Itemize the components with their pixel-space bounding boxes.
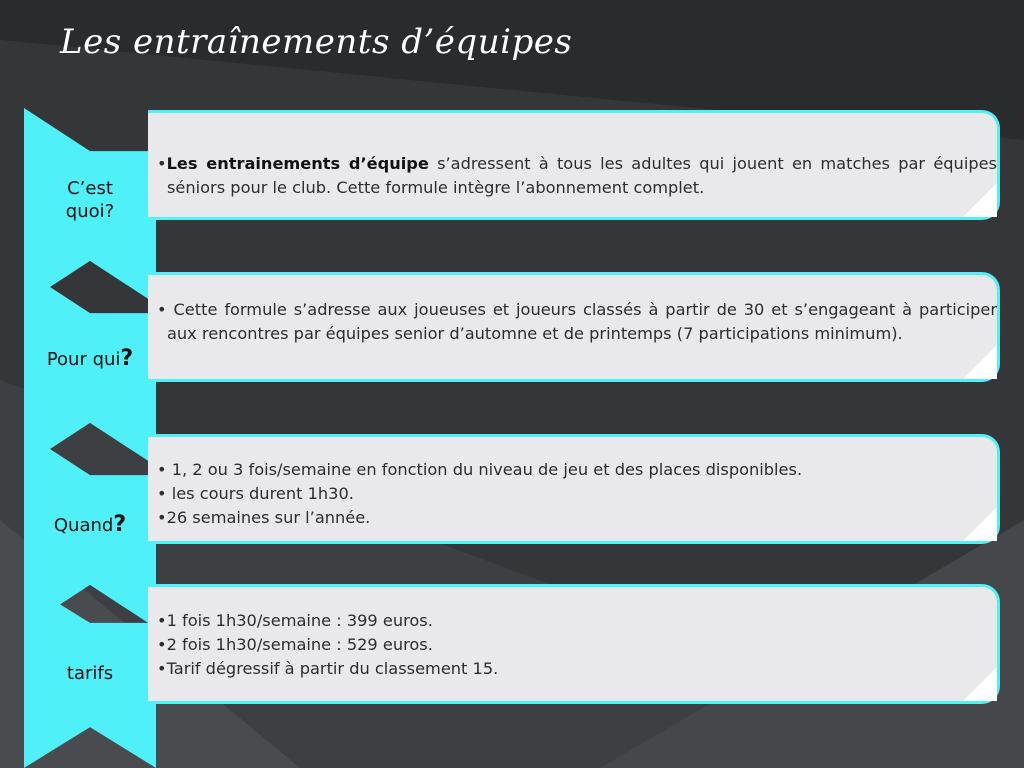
bullet-text: s’adressent à tous les adultes qui jouent en matches par équipes séniors pour le club. Cette formule intègre l’abonnement complet. xyxy=(167,154,997,197)
row-label-text: Quand xyxy=(53,515,114,536)
corner-decoration xyxy=(963,667,997,701)
question-mark: ? xyxy=(120,346,134,371)
bullet-item: •Tarif dégressif à partir du classement 15. xyxy=(157,659,499,678)
bullet-item: •Les entrainements d’équipe s’adressent à tous les adultes qui jouent en matches par équipes séniors pour le club. Cette formule intègre l’abonnement complet. xyxy=(157,154,997,197)
bold-term: Les entrainements d’équipe xyxy=(166,154,429,173)
bullet-text: Tarif dégressif à partir du classement 15. xyxy=(166,659,499,678)
row-label-quoi xyxy=(24,177,156,223)
bullet-text: Cette formule s’adresse aux joueuses et joueurs classés à partir de 30 et s’engageant à participer aux rencontres par équipes senior d’automne et de printemps (7 participations minimum). xyxy=(167,300,997,343)
row-card-quoi xyxy=(148,110,1000,220)
row-label-tarifs xyxy=(24,662,156,685)
row-card-tarifs xyxy=(148,584,1000,704)
bullet-item: •1 fois 1h30/semaine : 399 euros. xyxy=(157,611,433,630)
slide-title: Les entraînements d’équipes xyxy=(60,22,573,62)
row-card-quand xyxy=(148,434,1000,544)
row-label-quand xyxy=(24,513,156,537)
bullet-item: •2 fois 1h30/semaine : 529 euros. xyxy=(157,635,433,654)
bullet-item: •26 semaines sur l’année. xyxy=(157,508,371,527)
bullet-item: • les cours durent 1h30. xyxy=(157,484,354,503)
bullet-item: • 1, 2 ou 3 fois/semaine en fonction du niveau de jeu et des places disponibles. xyxy=(157,460,803,479)
row-label-line: quoi? xyxy=(65,201,115,222)
row-label-line: C’est xyxy=(67,178,113,199)
row-label-text: tarifs xyxy=(66,663,114,684)
corner-decoration xyxy=(963,507,997,541)
row-label-text: Pour qui xyxy=(46,349,121,370)
bullet-text: 2 fois 1h30/semaine : 529 euros. xyxy=(166,635,433,654)
bullet-text: 1, 2 ou 3 fois/semaine en fonction du niveau de jeu et des places disponibles. xyxy=(171,460,803,479)
bullet-text: 26 semaines sur l’année. xyxy=(166,508,371,527)
row-label-pour-qui xyxy=(24,347,156,371)
corner-decoration xyxy=(963,183,997,217)
row-card-pour-qui xyxy=(148,272,1000,382)
corner-decoration xyxy=(963,345,997,379)
bullet-text: 1 fois 1h30/semaine : 399 euros. xyxy=(166,611,433,630)
bullet-item: • Cette formule s’adresse aux joueuses et joueurs classés à partir de 30 et s’engageant à participer aux rencontres par équipes senior d’automne et de printemps (7 participations minimum). xyxy=(157,300,997,343)
question-mark: ? xyxy=(113,512,127,537)
bullet-text: les cours durent 1h30. xyxy=(171,484,354,503)
